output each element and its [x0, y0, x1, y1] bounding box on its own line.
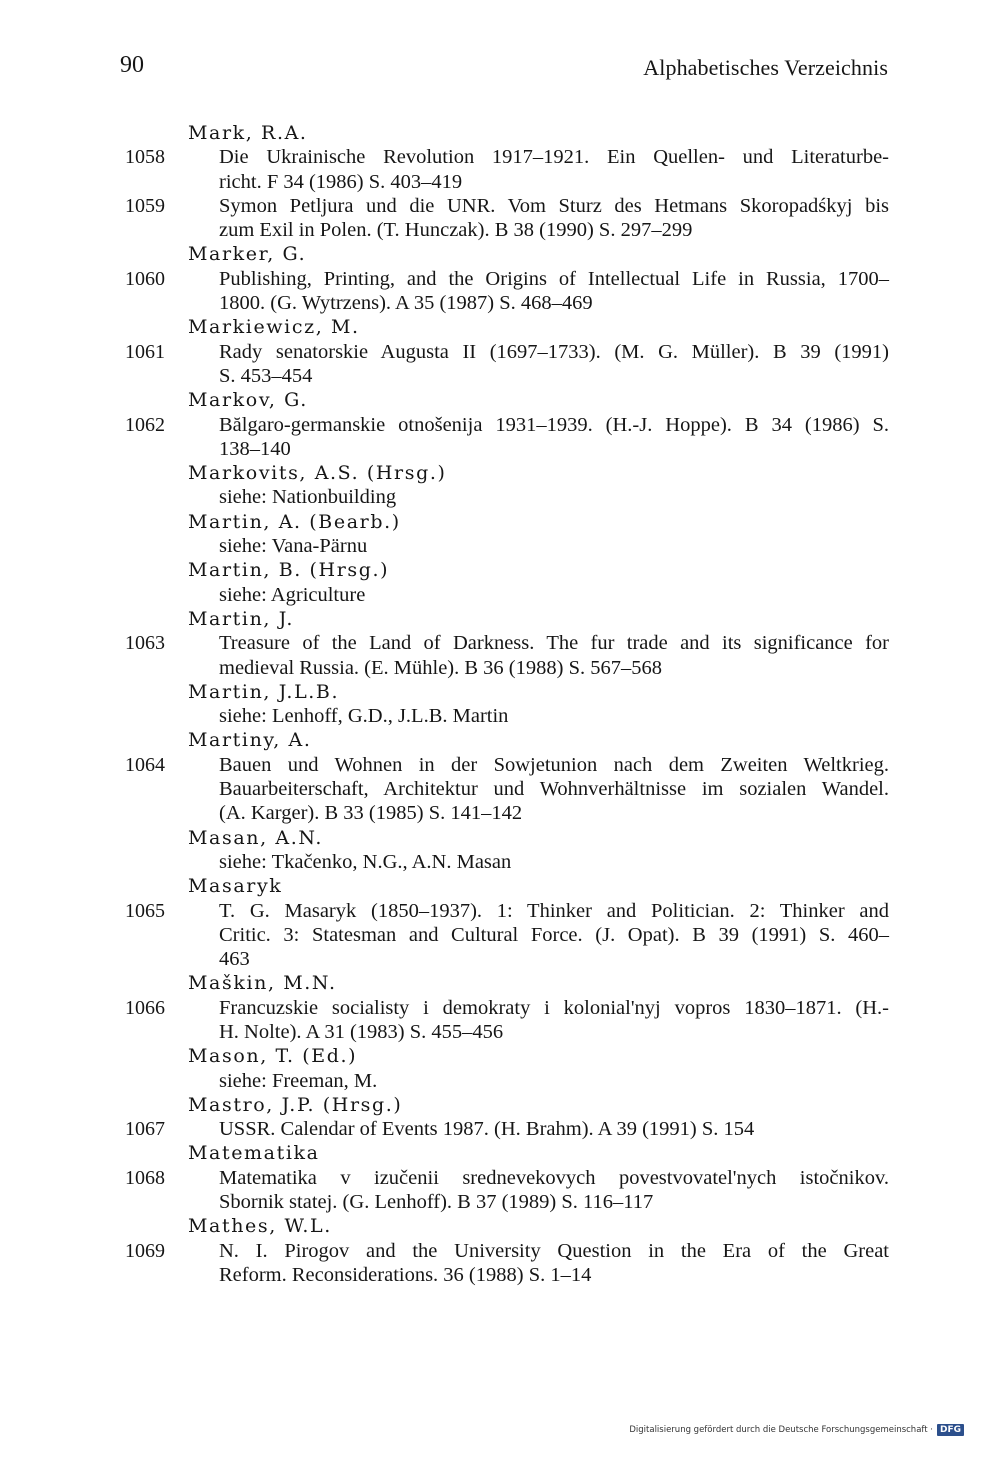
author-heading: Masaryk [188, 875, 283, 898]
entry-text: Symon Petljura und die UNR. Vom Sturz des Hetmans Skoropadśkyj bis [219, 194, 889, 217]
footer-credit-text: Digitalisierung gefördert durch die Deutsche Forschungsgemeinschaft · [629, 1425, 933, 1435]
entry-number: 1064 [125, 753, 165, 776]
entry-line [0, 1020, 1000, 1044]
entry-text: 138–140 [219, 437, 291, 460]
cross-reference [0, 583, 1000, 607]
entry-line [0, 340, 1000, 364]
running-title: Alphabetisches Verzeichnis [643, 55, 888, 80]
entry-text: Sbornik statej. (G. Lenhoff). B 37 (1989) S. 116–117 [219, 1191, 654, 1214]
cross-reference-text: siehe: Tkačenko, N.G., A.N. Masan [219, 850, 512, 873]
entry-line [0, 267, 1000, 291]
entry-number: 1063 [125, 632, 165, 655]
author-heading: Maškin, M.N. [188, 972, 337, 995]
cross-reference-text: siehe: Agriculture [219, 583, 366, 606]
author-heading: Mason, T. (Ed.) [188, 1045, 358, 1068]
entry-line [0, 291, 1000, 315]
author-heading: Masan, A.N. [188, 826, 323, 849]
author-heading: Matematika [188, 1142, 320, 1165]
entry-text: Bauarbeiterschaft, Architektur und Wohnverhältnisse im sozialen Wandel. [219, 778, 889, 801]
entry-text: Die Ukrainische Revolution 1917–1921. Ein Quellen- und Literaturbe- [219, 146, 889, 169]
entry-line [0, 801, 1000, 825]
cross-reference [0, 850, 1000, 874]
entry-text: Publishing, Printing, and the Origins of Intellectual Life in Russia, 1700– [219, 267, 889, 290]
entry-line [0, 996, 1000, 1020]
entry-line [0, 145, 1000, 169]
author-heading: Markiewicz, M. [188, 316, 360, 339]
entry-line [0, 923, 1000, 947]
entry-line [0, 947, 1000, 971]
entry-line [0, 364, 1000, 388]
entry-text: Rady senatorskie Augusta II (1697–1733). (M. G. Müller). B 39 (1991) [219, 340, 889, 363]
entry-number: 1060 [125, 267, 165, 290]
entry-text: Francuzskie socialisty i demokraty i kolonial'nyj vopros 1830–1871. (H.- [219, 996, 889, 1019]
author-heading: Martin, A. (Bearb.) [188, 510, 401, 533]
entry-text: medieval Russia. (E. Mühle). B 36 (1988) S. 567–568 [219, 656, 662, 679]
entry-line [0, 218, 1000, 242]
entry-line [0, 413, 1000, 437]
index-entries [0, 121, 1000, 1287]
entry-number: 1058 [125, 146, 165, 169]
author-heading: Mark, R.A. [188, 122, 308, 144]
cross-reference [0, 485, 1000, 509]
cross-reference-text: siehe: Nationbuilding [219, 486, 397, 509]
entry-number: 1065 [125, 899, 165, 922]
entry-line [0, 1190, 1000, 1214]
entry-number: 1061 [125, 340, 165, 363]
entry-line [0, 1117, 1000, 1141]
entry-text: Reform. Reconsiderations. 36 (1988) S. 1–14 [219, 1263, 592, 1286]
cross-reference [0, 1069, 1000, 1093]
entry-line [0, 899, 1000, 923]
entry-number: 1068 [125, 1166, 165, 1189]
page-number: 90 [120, 52, 144, 78]
entry-text: 1800. (G. Wytrzens). A 35 (1987) S. 468–469 [219, 292, 593, 315]
entry-text: Matematika v izučenii srednevekovych povestvovatel'nych istočnikov. [219, 1166, 889, 1189]
entry-number: 1062 [125, 413, 165, 436]
cross-reference-text: siehe: Lenhoff, G.D., J.L.B. Martin [219, 705, 509, 728]
author-heading: Martin, B. (Hrsg.) [188, 559, 390, 582]
entry-text: (A. Karger). B 33 (1985) S. 141–142 [219, 802, 523, 825]
entry-line [0, 753, 1000, 777]
entry-line [0, 1263, 1000, 1287]
entry-text: zum Exil in Polen. (T. Hunczak). B 38 (1990) S. 297–299 [219, 219, 693, 242]
entry-text: 463 [219, 948, 250, 971]
entry-line [0, 1239, 1000, 1263]
author-heading: Martin, J. [188, 607, 295, 630]
entry-text: S. 453–454 [219, 364, 313, 387]
entry-line [0, 437, 1000, 461]
entry-line [0, 631, 1000, 655]
entry-line [0, 777, 1000, 801]
entry-text: Bălgaro-germanskie otnošenija 1931–1939. (H.-J. Hoppe). B 34 (1986) S. [219, 413, 889, 436]
footer-credit [629, 1424, 964, 1436]
entry-text: Treasure of the Land of Darkness. The fur trade and its significance for [219, 632, 889, 655]
author-heading: Marker, G. [188, 243, 307, 266]
dfg-logo: DFG [937, 1424, 964, 1436]
author-heading: Martin, J.L.B. [188, 680, 340, 703]
entry-text: richt. F 34 (1986) S. 403–419 [219, 170, 463, 193]
author-heading: Markovits, A.S. (Hrsg.) [188, 462, 447, 485]
entry-line [0, 194, 1000, 218]
entry-text: Critic. 3: Statesman and Cultural Force. (J. Opat). B 39 (1991) S. 460– [219, 923, 889, 946]
entry-line [0, 170, 1000, 194]
entry-text: USSR. Calendar of Events 1987. (H. Brahm). A 39 (1991) S. 154 [219, 1118, 755, 1141]
entry-text: H. Nolte). A 31 (1983) S. 455–456 [219, 1020, 504, 1043]
entry-number: 1067 [125, 1118, 165, 1141]
entry-number: 1069 [125, 1239, 165, 1262]
entry-text: N. I. Pirogov and the University Question in the Era of the Great [219, 1239, 889, 1262]
author-heading: Markov, G. [188, 389, 308, 412]
entry-number: 1059 [125, 194, 165, 217]
author-heading: Mastro, J.P. (Hrsg.) [188, 1093, 403, 1116]
entry-line [0, 656, 1000, 680]
author-heading: Mathes, W.L. [188, 1215, 332, 1238]
cross-reference [0, 534, 1000, 558]
cross-reference-text: siehe: Freeman, M. [219, 1069, 378, 1092]
entry-text: Bauen und Wohnen in der Sowjetunion nach dem Zweiten Weltkrieg. [219, 753, 889, 776]
author-heading: Martiny, A. [188, 729, 312, 752]
cross-reference [0, 704, 1000, 728]
entry-text: T. G. Masaryk (1850–1937). 1: Thinker and Politician. 2: Thinker and [219, 899, 889, 922]
entry-line [0, 1166, 1000, 1190]
cross-reference-text: siehe: Vana-Pärnu [219, 535, 368, 558]
entry-number: 1066 [125, 996, 165, 1019]
